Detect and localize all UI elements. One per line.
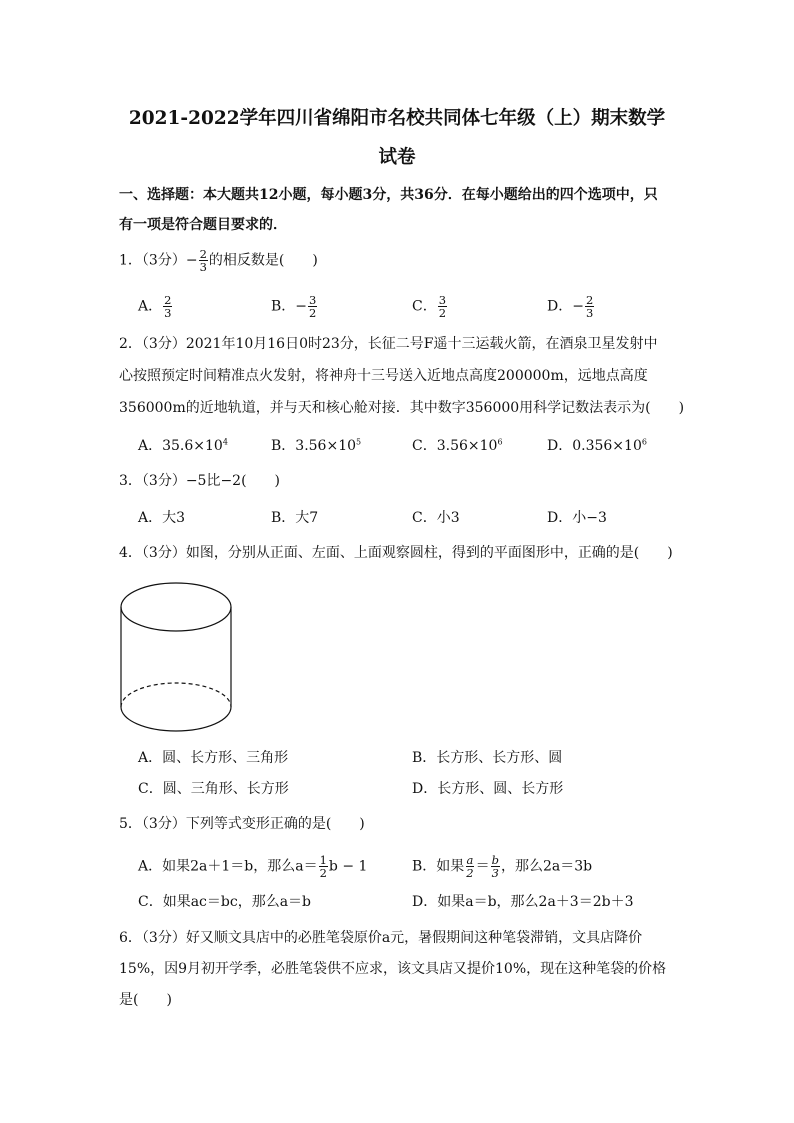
exam-title-line2: 试卷 [378, 147, 416, 168]
fraction: $\frac{2}{3}$ [164, 293, 172, 320]
fraction: $\frac{a}{2}$ [466, 853, 474, 880]
question-4-option-b: B．长方形、长方形、圆 [412, 750, 563, 766]
section-heading-line2: 有一项是符合题目要求的． [119, 217, 287, 233]
cylinder-top-ellipse [121, 583, 231, 631]
question-1-option-a: A． $\frac{2}{3}$ [138, 293, 172, 320]
exam-title-line1: 2021-2022学年四川省绵阳市名校共同体七年级（上）期末数学 [128, 108, 666, 129]
question-1-option-c: C． $\frac{3}{2}$ [412, 293, 447, 320]
fraction: $\frac{3}{2}$ [438, 293, 447, 320]
question-1-option-b: B．− $\frac{3}{2}$ [271, 293, 317, 320]
cylinder-figure [113, 574, 239, 740]
question-4-stem: 4．（3分）如图，分别从正面、左面、上面观察圆柱，得到的平面图形中，正确的是( ) [119, 545, 673, 561]
question-5-option-c: C．如果ac＝bc，那么a＝b [138, 894, 312, 910]
question-5-option-b: B．如果 $\frac{a}{2}$ ＝ $\frac{b}{3}$ ，那么2a＝3b [412, 853, 593, 880]
question-2-line3: 356000m的近地轨道，并与天和核心舱对接．其中数字356000用科学记数法表示为( ) [119, 400, 685, 416]
question-5-option-d: D．如果a＝b，那么2a＋3＝2b＋3 [412, 894, 634, 910]
question-5-option-a: A．如果2a＋1＝b，那么a＝ $\frac{1}{2}$ b − 1 [138, 853, 368, 880]
question-3-stem: 3．（3分）−5比−2( ) [119, 473, 281, 489]
question-1-suffix: 的相反数是( ) [208, 252, 318, 269]
minus-sign: − [185, 252, 198, 269]
fraction: $\frac{3}{2}$ [309, 293, 317, 320]
cylinder-bottom-front-arc [121, 707, 231, 731]
cylinder-bottom-hidden-arc [121, 683, 231, 707]
question-5-stem: 5．（3分）下列等式变形正确的是( ) [119, 816, 365, 832]
question-2-line2: 心按照预定时间精准点火发射，将神舟十三号送入近地点高度200000m，远地点高度 [119, 368, 648, 384]
fraction: $\frac{2}{3}$ [199, 247, 207, 274]
question-6-line3: 是( ) [119, 992, 172, 1008]
question-1-stem [119, 248, 318, 273]
question-3-option-a: A．大3 [138, 510, 186, 526]
question-2-option-b: B．$3.56\times 10^5$ [271, 437, 362, 454]
question-4-option-c: C．圆、三角形、长方形 [138, 781, 289, 797]
question-6-line1: 6．（3分）好又顺文具店中的必胜笔袋原价a元，暑假期间这种笔袋滞销，文具店降价 [119, 930, 643, 946]
question-3-option-c: C．小3 [412, 510, 460, 526]
fraction: $\frac{2}{3}$ [585, 293, 594, 320]
question-2-line1: 2．（3分）2021年10月16日0时23分，长征二号F遥十三运载火箭，在酒泉卫星发射中 [119, 336, 658, 352]
question-3-option-b: B．大7 [271, 510, 319, 526]
fraction: $\frac{1}{2}$ [319, 853, 327, 880]
question-1-option-d: D．− $\frac{2}{3}$ [547, 293, 594, 320]
question-2-option-c: C．$3.56\times 10^6$ [412, 437, 503, 454]
question-2-option-a: A．$35.6\times 10^4$ [138, 437, 228, 454]
section-heading-line1: 一、选择题：本大题共12小题，每小题3分，共36分．在每小题给出的四个选项中，只 [119, 187, 658, 203]
question-4-option-a: A．圆、长方形、三角形 [138, 750, 289, 766]
question-1-number: 1．（3分） [119, 252, 186, 269]
question-4-option-d: D．长方形、圆、长方形 [412, 781, 564, 797]
question-3-option-d: D．小−3 [547, 510, 607, 526]
fraction: $\frac{b}{3}$ [491, 853, 499, 880]
question-6-line2: 15%，因9月初开学季，必胜笔袋供不应求，该文具店又提价10%，现在这种笔袋的价格 [119, 961, 667, 977]
question-2-option-d: D．$0.356\times 10^6$ [547, 437, 647, 454]
